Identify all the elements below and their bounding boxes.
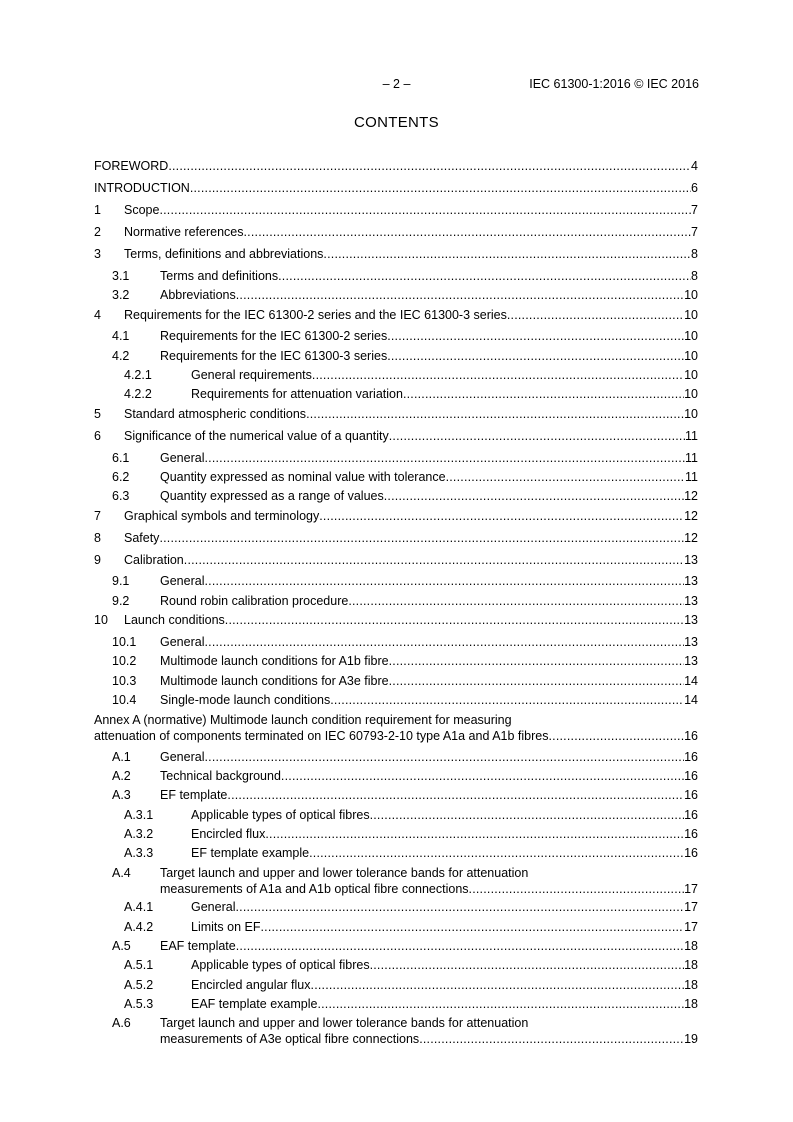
toc-entry-page: 4	[691, 159, 698, 173]
toc-entry-title: Target launch and upper and lower tolerance bands for attenuation	[160, 1016, 529, 1030]
toc-entry-title: Significance of the numerical value of a quantity	[124, 429, 389, 443]
leader-dots	[204, 573, 684, 590]
toc-entry[interactable]	[94, 287, 698, 304]
leader-dots	[507, 307, 684, 324]
toc-entry-number: A.4.2	[124, 920, 154, 934]
leader-dots	[227, 787, 684, 804]
toc-entry-title: FOREWORD	[94, 159, 169, 173]
leader-dots	[278, 268, 691, 285]
toc-entry-page: 12	[684, 489, 698, 503]
toc-entry-number: 4.2.1	[124, 368, 152, 382]
toc-entry[interactable]	[94, 977, 698, 994]
toc-entry-number: 10.4	[112, 693, 137, 707]
toc-entry-title: Round robin calibration procedure	[160, 594, 349, 608]
toc-entry-page: 18	[684, 997, 698, 1011]
leader-dots	[244, 224, 692, 241]
toc-entry-page: 17	[684, 900, 698, 914]
toc-entry[interactable]	[94, 1015, 698, 1047]
toc-entry[interactable]	[94, 246, 698, 263]
toc-entry-page: 13	[684, 654, 698, 668]
toc-entry-page: 16	[684, 827, 698, 841]
leader-dots	[159, 202, 691, 219]
leader-dots	[204, 634, 684, 651]
leader-dots	[370, 957, 685, 974]
leader-dots	[370, 807, 685, 824]
toc-entry-number: 7	[94, 509, 101, 523]
toc-entry-page: 11	[685, 451, 698, 465]
toc-entry-number: 4.2	[112, 349, 130, 363]
leader-dots	[204, 450, 685, 467]
toc-entry-page: 7	[691, 225, 698, 239]
toc-entry-title: General	[160, 574, 205, 588]
toc-entry-title: EAF template example	[191, 997, 318, 1011]
toc-entry-title: Requirements for attenuation variation	[191, 387, 403, 401]
toc-entry-title: Requirements for the IEC 61300-3 series	[160, 349, 388, 363]
toc-entry-page: 13	[684, 613, 698, 627]
toc-entry-number: 3	[94, 247, 101, 261]
toc-entry-page: 10	[684, 387, 698, 401]
toc-entry-title: General requirements	[191, 368, 312, 382]
toc-entry-title: Target launch and upper and lower tolerance bands for attenuation	[160, 866, 529, 880]
toc-entry-title: Calibration	[124, 553, 184, 567]
toc-entry[interactable]	[94, 180, 698, 197]
toc-entry-number: A.1	[112, 750, 131, 764]
page-title: CONTENTS	[354, 114, 439, 131]
toc-entry-page: 17	[684, 882, 698, 896]
toc-entry-title: Technical background	[160, 769, 281, 783]
toc-entry[interactable]	[94, 328, 698, 345]
toc-entry[interactable]	[94, 406, 698, 423]
toc-entry-page: 16	[684, 808, 698, 822]
leader-dots	[469, 881, 685, 897]
toc-entry[interactable]	[94, 469, 698, 486]
toc-entry-number: A.3	[112, 788, 131, 802]
toc-entry[interactable]	[94, 573, 698, 590]
leader-dots	[387, 348, 684, 365]
leader-dots	[265, 826, 684, 843]
toc-entry-title: General	[191, 900, 236, 914]
toc-entry-page: 18	[684, 958, 698, 972]
leader-dots	[311, 977, 685, 994]
toc-entry[interactable]	[94, 826, 698, 843]
toc-entry-number: 6	[94, 429, 101, 443]
toc-entry-title: Encircled flux	[191, 827, 266, 841]
toc-entry[interactable]	[94, 552, 698, 569]
toc-entry-title: Requirements for the IEC 61300-2 series	[160, 329, 388, 343]
toc-entry-title: Single-mode launch conditions	[160, 693, 331, 707]
toc-entry-number: 9	[94, 553, 101, 567]
toc-entry[interactable]	[94, 530, 698, 547]
toc-entry-number: 6.3	[112, 489, 130, 503]
toc-entry-number: 3.2	[112, 288, 130, 302]
page-number: – 2 –	[382, 77, 411, 91]
toc-entry[interactable]	[94, 348, 698, 365]
toc-entry-page: 6	[691, 181, 698, 195]
toc-entry-title: Quantity expressed as a range of values	[160, 489, 384, 503]
toc-entry[interactable]	[94, 673, 698, 690]
toc-entry-page: 16	[684, 788, 698, 802]
toc-entry-number: A.5	[112, 939, 131, 953]
toc-entry-title-continued: attenuation of components terminated on IEC 60793-2-10 type A1a and A1b fibres	[94, 729, 549, 743]
leader-dots	[389, 653, 684, 670]
toc-entry-page: 11	[685, 470, 698, 484]
toc-entry-number: A.5.3	[124, 997, 154, 1011]
toc-entry[interactable]	[94, 158, 698, 175]
toc-entry-title: General	[160, 750, 205, 764]
toc-entry[interactable]	[94, 450, 698, 467]
toc-entry-page: 11	[685, 429, 698, 443]
toc-entry[interactable]	[94, 768, 698, 785]
toc-entry-page: 13	[684, 553, 698, 567]
toc-entry-title: General	[160, 451, 205, 465]
toc-entry[interactable]	[94, 919, 698, 936]
toc-entry-page: 19	[684, 1032, 698, 1046]
toc-entry-number: 8	[94, 531, 101, 545]
toc-entry-page: 17	[684, 920, 698, 934]
leader-dots	[281, 768, 684, 785]
toc-entry-page: 8	[691, 269, 698, 283]
toc-entry-title: Encircled angular flux	[191, 978, 311, 992]
leader-dots	[159, 530, 684, 547]
toc-entry[interactable]	[94, 692, 698, 709]
toc-entry-number: 10.2	[112, 654, 137, 668]
toc-entry[interactable]	[94, 488, 698, 505]
toc-entry-title: Applicable types of optical fibres	[191, 808, 370, 822]
toc-entry-number: 9.2	[112, 594, 130, 608]
toc-entry[interactable]	[94, 653, 698, 670]
toc-entry[interactable]	[94, 749, 698, 766]
toc-entry-title: Safety	[124, 531, 160, 545]
toc-entry-title: Launch conditions	[124, 613, 225, 627]
toc-entry[interactable]	[94, 202, 698, 219]
leader-dots	[348, 593, 684, 610]
toc-entry-title: General	[160, 635, 205, 649]
leader-dots	[387, 328, 684, 345]
toc-entry-title: EF template	[160, 788, 228, 802]
toc-entry-number: 3.1	[112, 269, 130, 283]
toc-entry-page: 16	[684, 729, 698, 743]
toc-entry[interactable]	[94, 712, 698, 744]
leader-dots	[323, 246, 691, 263]
toc-entry-title: Quantity expressed as nominal value with tolerance	[160, 470, 446, 484]
toc-entry-number: A.3.2	[124, 827, 154, 841]
toc-entry-title: Multimode launch conditions for A1b fibre	[160, 654, 389, 668]
toc-entry-page: 16	[684, 769, 698, 783]
toc-entry-number: 4.1	[112, 329, 130, 343]
toc-entry-page: 12	[684, 531, 698, 545]
toc-entry-page: 10	[684, 407, 698, 421]
leader-dots	[419, 1031, 684, 1047]
toc-entry[interactable]	[94, 224, 698, 241]
toc-entry-page: 13	[684, 574, 698, 588]
toc-entry-page: 18	[684, 939, 698, 953]
toc-entry[interactable]	[94, 593, 698, 610]
leader-dots	[225, 612, 684, 629]
toc-entry[interactable]	[94, 634, 698, 651]
toc-entry-number: 2	[94, 225, 101, 239]
leader-dots	[389, 673, 684, 690]
toc-entry[interactable]	[94, 845, 698, 862]
toc-entry-number: A.4.1	[124, 900, 154, 914]
toc-entry-page: 8	[691, 247, 698, 261]
toc-entry-page: 10	[684, 349, 698, 363]
leader-dots	[389, 428, 685, 445]
leader-dots	[260, 919, 684, 936]
leader-dots	[319, 508, 684, 525]
toc-entry[interactable]	[94, 899, 698, 916]
toc-entry-title: Terms and definitions	[160, 269, 279, 283]
toc-entry-title: Standard atmospheric conditions	[124, 407, 307, 421]
toc-entry-page: 13	[684, 635, 698, 649]
leader-dots	[403, 386, 684, 403]
leader-dots	[384, 488, 684, 505]
toc-entry-number: 4	[94, 308, 101, 322]
toc-entry-number: A.3.3	[124, 846, 154, 860]
toc-entry[interactable]	[94, 508, 698, 525]
toc-entry-number: A.5.1	[124, 958, 154, 972]
toc-entry-title-continued: measurements of A3e optical fibre connections	[160, 1032, 420, 1046]
toc-entry[interactable]	[94, 938, 698, 955]
toc-entry[interactable]	[94, 367, 698, 384]
toc-entry[interactable]	[94, 428, 698, 445]
leader-dots	[317, 996, 684, 1013]
leader-dots	[309, 845, 684, 862]
toc-entry[interactable]	[94, 612, 698, 629]
leader-dots	[330, 692, 684, 709]
toc-entry[interactable]	[94, 957, 698, 974]
toc-entry-number: 9.1	[112, 574, 130, 588]
toc-entry-title: INTRODUCTION	[94, 181, 190, 195]
toc-entry-page: 12	[684, 509, 698, 523]
toc-entry-page: 16	[684, 750, 698, 764]
toc-entry[interactable]	[94, 268, 698, 285]
leader-dots	[446, 469, 685, 486]
toc-entry[interactable]	[94, 307, 698, 324]
toc-entry-number: A.5.2	[124, 978, 154, 992]
toc-entry-page: 10	[684, 308, 698, 322]
toc-entry-number: 10.3	[112, 674, 137, 688]
toc-entry-number: 6.1	[112, 451, 130, 465]
toc-entry-title: Annex A (normative) Multimode launch condition requirement for measuring	[94, 713, 512, 727]
toc-entry-number: A.2	[112, 769, 131, 783]
leader-dots	[236, 938, 684, 955]
toc-entry-title: Terms, definitions and abbreviations	[124, 247, 324, 261]
leader-dots	[548, 728, 684, 744]
toc-entry[interactable]	[94, 787, 698, 804]
toc-entry-title: EF template example	[191, 846, 310, 860]
leader-dots	[306, 406, 684, 423]
leader-dots	[236, 287, 684, 304]
toc-entry-page: 10	[684, 368, 698, 382]
standard-reference: IEC 61300-1:2016 © IEC 2016	[529, 77, 699, 91]
leader-dots	[312, 367, 684, 384]
toc-entry[interactable]	[94, 865, 698, 897]
leader-dots	[235, 899, 684, 916]
toc-entry-title: Abbreviations	[160, 288, 236, 302]
toc-entry-title: Limits on EF	[191, 920, 261, 934]
toc-entry-page: 10	[684, 329, 698, 343]
toc-entry-number: A.4	[112, 866, 131, 880]
toc-entry[interactable]	[94, 386, 698, 403]
toc-entry-page: 18	[684, 978, 698, 992]
toc-entry-page: 14	[684, 693, 698, 707]
toc-entry-title: Graphical symbols and terminology	[124, 509, 320, 523]
leader-dots	[190, 180, 691, 197]
leader-dots	[184, 552, 684, 569]
toc-entry-title: EAF template	[160, 939, 236, 953]
toc-entry-page: 7	[691, 203, 698, 217]
toc-entry-number: 1	[94, 203, 101, 217]
toc-entry-page: 14	[684, 674, 698, 688]
leader-dots	[204, 749, 684, 766]
leader-dots	[168, 158, 691, 175]
toc-entry-number: A.6	[112, 1016, 131, 1030]
toc-entry[interactable]	[94, 807, 698, 824]
toc-entry-number: 10	[94, 613, 108, 627]
toc-entry-number: 6.2	[112, 470, 130, 484]
toc-entry-page: 13	[684, 594, 698, 608]
toc-entry[interactable]	[94, 996, 698, 1013]
toc-entry-number: A.3.1	[124, 808, 154, 822]
toc-entry-number: 5	[94, 407, 101, 421]
toc-entry-page: 16	[684, 846, 698, 860]
toc-entry-number: 4.2.2	[124, 387, 152, 401]
toc-entry-title: Scope	[124, 203, 160, 217]
toc-entry-title-continued: measurements of A1a and A1b optical fibre connections	[160, 882, 469, 896]
toc-entry-title: Normative references	[124, 225, 244, 239]
toc-entry-title: Requirements for the IEC 61300-2 series and the IEC 61300-3 series	[124, 308, 507, 322]
toc-entry-number: 10.1	[112, 635, 137, 649]
toc-entry-title: Multimode launch conditions for A3e fibre	[160, 674, 389, 688]
toc-entry-page: 10	[684, 288, 698, 302]
toc-entry-title: Applicable types of optical fibres	[191, 958, 370, 972]
